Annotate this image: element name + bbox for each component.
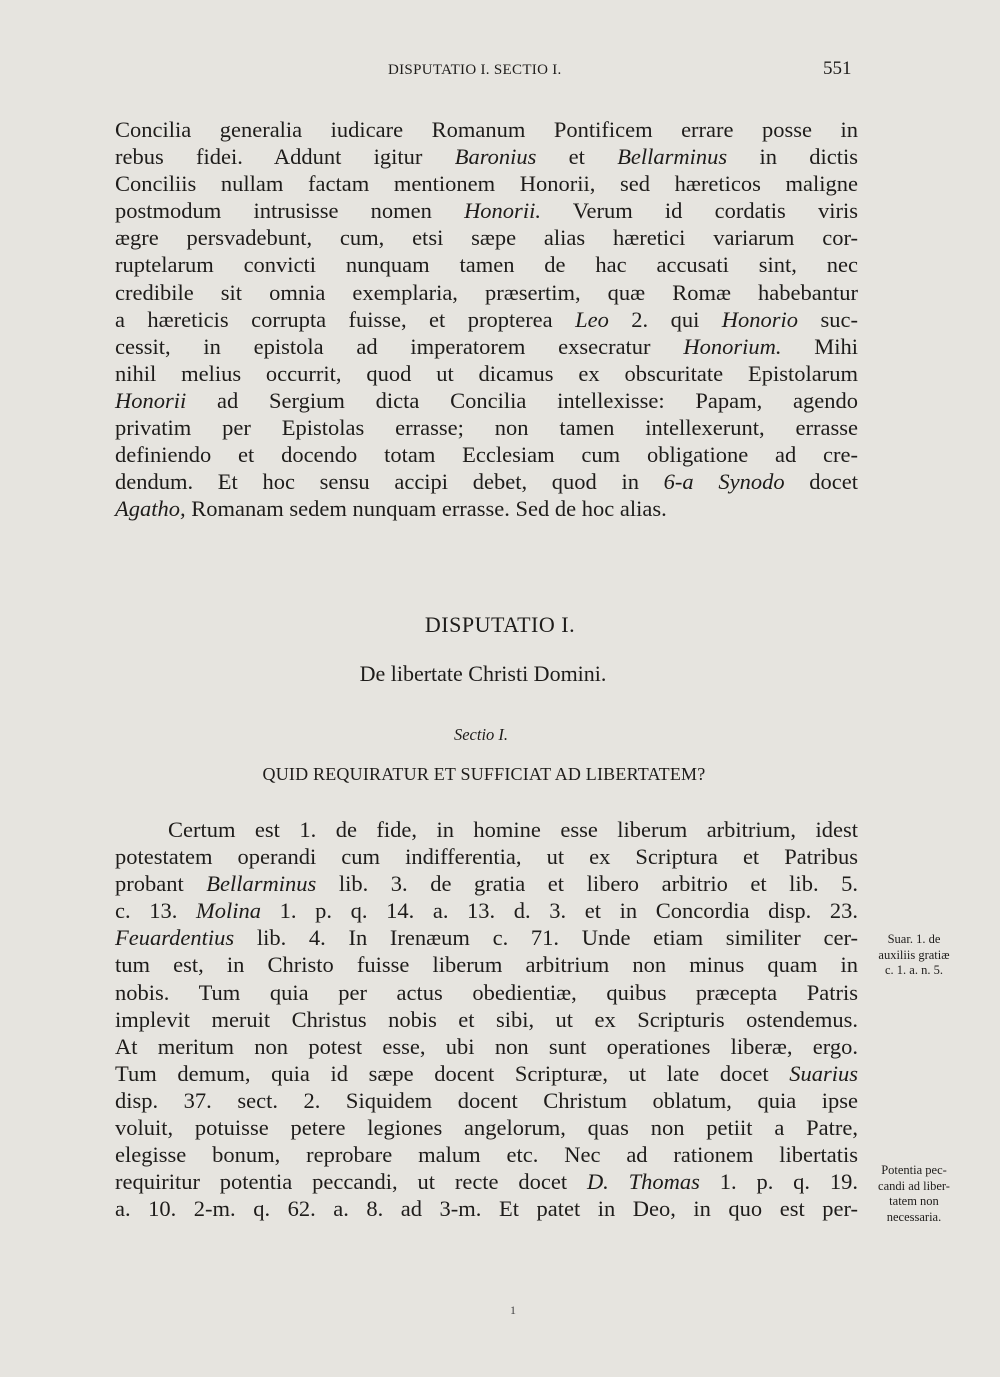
text-line	[115, 333, 858, 360]
disputatio-title: DISPUTATIO I.	[424, 612, 576, 637]
text-segment: requiritur potentia peccandi, ut recte docet	[115, 1169, 587, 1195]
text-segment: in dictis	[727, 144, 858, 170]
text-segment: Conciliis nullam factam mentionem Honorii, sed hæreticos maligne	[115, 171, 858, 197]
text-segment: nobis. Tum quia per actus obedientiæ, quibus præcepta Patris	[115, 979, 858, 1005]
text-segment: nihil melius occurrit, quod ut dicamus ex obscuritate Epistolarum	[115, 360, 858, 386]
text-line	[115, 414, 858, 441]
text-segment: 1. p. q. 19.	[699, 1169, 858, 1195]
text-line	[115, 1087, 858, 1114]
text-segment: At meritum non potest esse, ubi non sunt operationes liberæ, ergo.	[115, 1033, 858, 1059]
italic-text: Honorium.	[683, 333, 782, 359]
italic-text: Honorii	[115, 387, 187, 413]
text-line	[115, 1114, 858, 1141]
text-segment: 2. qui	[608, 306, 722, 332]
margin-note-suarez	[862, 932, 966, 979]
text-segment: credibile sit omnia exemplaria, præsertim, quæ Romæ habebantur	[115, 279, 858, 305]
text-segment: privatim per Epistolas errasse; non tamen intellexerunt, errasse	[115, 415, 858, 441]
italic-text: Honorii.	[464, 198, 541, 224]
text-line	[115, 387, 858, 414]
margin-note-line: necessaria.	[886, 1209, 942, 1224]
text-segment: postmodum intrusisse nomen	[115, 198, 465, 224]
italic-text: Bellarminus	[617, 144, 728, 170]
text-segment: docet	[784, 469, 858, 495]
text-segment: 1. p. q. 14. a. 13. d. 3. et in Concordia disp. 23.	[260, 898, 858, 924]
text-segment: rebus fidei. Addunt igitur	[115, 144, 455, 170]
text-line	[115, 1195, 858, 1222]
margin-note-line: auxiliis gratiæ	[878, 947, 950, 962]
text-line	[115, 843, 858, 870]
text-line	[115, 306, 858, 333]
text-segment: lib. 3. de gratia et libero arbitrio et lib. 5.	[316, 871, 858, 897]
text-segment: ad Sergium dicta Concilia intellexisse: Papam, agendo	[186, 387, 858, 413]
text-line	[115, 1060, 858, 1087]
text-line	[115, 1006, 858, 1033]
text-line	[115, 224, 858, 251]
text-segment: definiendo et docendo totam Ecclesiam cum obligatione ad cre-	[115, 442, 858, 468]
text-segment: Mihi	[781, 333, 858, 359]
text-segment: Concilia generalia iudicare Romanum Pontificem errare posse in	[115, 117, 858, 142]
text-line	[115, 197, 858, 224]
text-segment: Tum demum, quia id sæpe docent Scripturæ, ut late docet	[115, 1060, 790, 1086]
margin-note-line: Potentia pec-	[881, 1163, 947, 1177]
running-head: DISPUTATIO I. SECTIO I.	[388, 62, 562, 78]
text-line	[115, 951, 858, 978]
text-line	[115, 1033, 858, 1060]
text-segment: probant	[115, 871, 207, 897]
text-line	[115, 360, 858, 387]
main-paragraph	[115, 816, 858, 1222]
text-line	[115, 279, 858, 306]
text-segment: tum est, in Christo fuisse liberum arbitrium non minus quam in	[115, 952, 858, 978]
margin-note-line: candi ad liber-	[878, 1178, 950, 1193]
margin-note-line: c. 1. a. n. 5.	[885, 963, 943, 977]
text-segment: suc-	[798, 306, 858, 332]
text-segment: a. 10. 2-m. q. 62. a. 8. ad 3-m. Et patet in Deo, in quo est per-	[115, 1196, 858, 1222]
text-line	[115, 468, 858, 495]
text-segment: ægre persvadebunt, cum, etsi sæpe alias hæretici variarum cor-	[115, 225, 858, 251]
text-segment: Verum id cordatis viris	[540, 198, 858, 224]
margin-note-potentia	[862, 1163, 966, 1225]
text-line	[115, 143, 858, 170]
text-line	[115, 441, 858, 468]
section-question: QUID REQUIRATUR ET SUFFICIAT AD LIBERTATEM?	[262, 764, 706, 784]
text-line	[115, 495, 858, 522]
page-footer-mark: 1	[510, 1303, 516, 1317]
text-segment: lib. 4. In Irenæum c. 71. Unde etiam similiter cer-	[234, 925, 858, 951]
text-segment: elegisse bonum, reprobare malum etc. Nec ad rationem libertatis	[115, 1142, 858, 1168]
text-line	[115, 979, 858, 1006]
text-line	[115, 170, 858, 197]
text-segment: a hæreticis corrupta fuisse, et propterea	[115, 306, 576, 332]
italic-text: Honorio	[721, 306, 799, 332]
page-number: 551	[823, 58, 852, 79]
text-segment: Certum est 1. de fide, in homine esse liberum arbitrium, idest	[168, 817, 858, 842]
text-line	[115, 1141, 858, 1168]
section-label: Sectio I.	[453, 725, 509, 744]
text-segment: voluit, potuisse petere legiones angelorum, quas non petiit a Patre,	[115, 1115, 858, 1141]
text-segment: disp. 37. sect. 2. Siquidem docent Christum oblatum, quia ipse	[115, 1087, 858, 1113]
margin-note-line: Suar. 1. de	[887, 932, 941, 946]
text-line	[115, 1168, 858, 1195]
italic-text: D. Thomas	[586, 1169, 700, 1195]
italic-text: Molina	[195, 898, 261, 924]
text-line	[115, 897, 858, 924]
text-line	[115, 924, 858, 951]
italic-text: 6-a Synodo	[663, 469, 785, 495]
disputatio-subtitle: De libertate Christi Domini.	[359, 661, 607, 686]
text-segment: c. 13.	[115, 898, 196, 924]
text-segment: potestatem operandi cum indifferentia, ut ex Scriptura et Patribus	[115, 844, 858, 870]
italic-text: Agatho,	[115, 496, 186, 522]
text-segment: cessit, in epistola ad imperatorem exsecratur	[115, 333, 684, 359]
text-segment: dendum. Et hoc sensu accipi debet, quod in	[115, 469, 664, 495]
text-segment: ruptelarum convicti nunquam tamen de hac accusati sint, nec	[115, 252, 858, 278]
top-paragraph	[115, 116, 858, 522]
italic-text: Feuardentius	[115, 925, 235, 951]
margin-note-line: tatem non	[889, 1194, 939, 1208]
text-line	[115, 870, 858, 897]
italic-text: Suarius	[789, 1060, 858, 1086]
text-line	[115, 116, 858, 143]
text-segment: implevit meruit Christus nobis et sibi, ut ex Scripturis ostendemus.	[115, 1006, 858, 1032]
italic-text: Baronius	[454, 144, 537, 170]
italic-text: Leo	[575, 306, 609, 332]
text-line	[115, 816, 858, 843]
italic-text: Bellarminus	[206, 871, 317, 897]
text-segment: et	[536, 144, 618, 170]
text-segment: Romanam sedem nunquam errasse. Sed de hoc alias.	[185, 496, 667, 522]
text-line	[115, 251, 858, 278]
